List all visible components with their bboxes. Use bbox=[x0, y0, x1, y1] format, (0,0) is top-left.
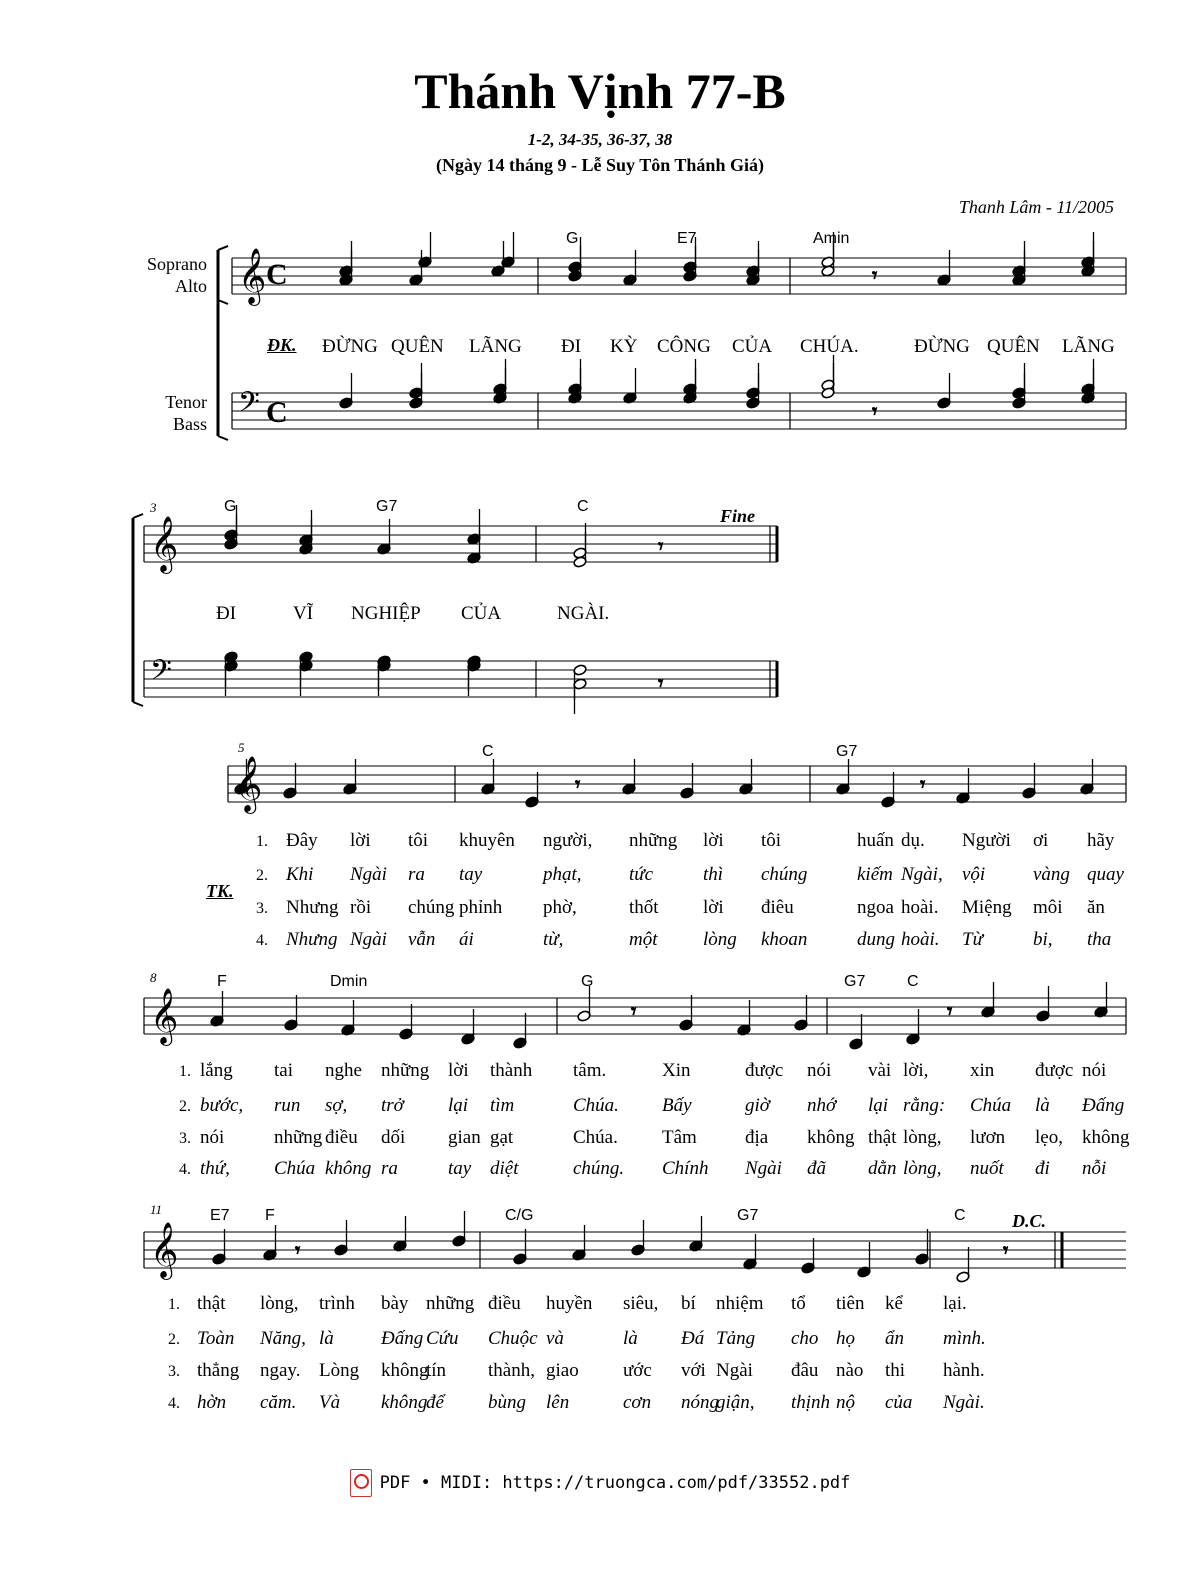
lyric-syllable: ước bbox=[623, 1360, 652, 1381]
chord-symbol: G bbox=[566, 230, 579, 247]
lyric-syllable: vẫn bbox=[408, 929, 436, 950]
treble-clef-icon: 𝄞 bbox=[150, 516, 179, 572]
lyric-syllable: điều bbox=[325, 1127, 358, 1148]
chord-symbol: F bbox=[265, 1207, 275, 1224]
lyric-syllable: kiếm bbox=[857, 864, 893, 885]
lyric-syllable: lời, bbox=[903, 1060, 929, 1081]
lyric-syllable: tức bbox=[629, 864, 654, 885]
lyric-syllable: bi, bbox=[1033, 929, 1053, 950]
lyric-syllable: nói bbox=[807, 1060, 832, 1081]
lyric-syllable: Chính bbox=[662, 1158, 709, 1179]
lyric-syllable: tìm bbox=[490, 1095, 515, 1116]
lyric-syllable: những bbox=[274, 1127, 323, 1148]
lyric-syllable: vài bbox=[868, 1060, 892, 1081]
lyric-syllable: thật bbox=[197, 1293, 226, 1314]
eighth-rest-icon: 𝄾 bbox=[658, 534, 664, 558]
lyric-syllable: điều bbox=[488, 1293, 521, 1314]
lyric-syllable: nói bbox=[1082, 1060, 1107, 1081]
lyric-syllable: Năng, bbox=[260, 1328, 306, 1349]
lyric-syllable: LÃNG bbox=[469, 336, 522, 357]
lyric-syllable: nóng bbox=[681, 1392, 719, 1413]
bar-number: 11 bbox=[150, 1202, 163, 1217]
lyric-syllable: CÔNG bbox=[657, 336, 711, 357]
lyric-syllable: ĐỪNG bbox=[322, 336, 378, 357]
lyric-syllable: hờn bbox=[197, 1392, 227, 1413]
lyric-syllable: NGHIỆP bbox=[351, 603, 421, 624]
lyric-syllable: cơn bbox=[623, 1392, 652, 1413]
lyric-syllable: khuyên bbox=[459, 830, 515, 851]
lyric-syllable: Chúa bbox=[970, 1095, 1012, 1116]
lyric-syllable: vội bbox=[962, 864, 986, 885]
lyric-syllable: tiên bbox=[836, 1293, 865, 1314]
lyric-syllable: Tâm bbox=[662, 1127, 697, 1148]
lyric-syllable: tôi bbox=[408, 830, 429, 851]
lyric-syllable: diệt bbox=[490, 1158, 519, 1179]
lyric-syllable: CHÚA. bbox=[800, 336, 859, 357]
verse-number: 4. bbox=[179, 1161, 191, 1178]
lyric-syllable: giờ bbox=[745, 1095, 770, 1116]
system-bracket bbox=[218, 246, 228, 250]
lyric-syllable: hành. bbox=[943, 1360, 985, 1381]
lyric-syllable: lươn bbox=[970, 1127, 1006, 1148]
chord-symbol: C bbox=[577, 498, 589, 515]
lyric-syllable: điêu bbox=[761, 897, 794, 918]
chord-symbol: C/G bbox=[505, 1207, 534, 1224]
lyric-syllable: ẩn bbox=[885, 1328, 904, 1349]
system-bracket bbox=[218, 436, 228, 440]
lyric-syllable: nuốt bbox=[970, 1158, 1004, 1179]
lyric-syllable: LÃNG bbox=[1062, 336, 1115, 357]
lyric-syllable: họ bbox=[836, 1328, 855, 1349]
lyric-syllable: thẳng bbox=[197, 1360, 240, 1381]
lyric-syllable: Khi bbox=[286, 864, 314, 885]
chord-symbol: C bbox=[482, 743, 494, 760]
lyric-syllable: giao bbox=[546, 1360, 579, 1381]
lyric-syllable: CỦA bbox=[461, 603, 502, 624]
lyric-syllable: từ, bbox=[543, 929, 564, 950]
chord-symbol: Amin bbox=[813, 230, 850, 247]
lyric-syllable: Nhưng bbox=[286, 897, 339, 918]
lyric-syllable: Ngài bbox=[350, 929, 387, 950]
verse-number: 1. bbox=[179, 1063, 191, 1080]
lyric-syllable: CỦA bbox=[732, 336, 773, 357]
lyric-syllable: một bbox=[629, 929, 658, 950]
chord-symbol: G7 bbox=[376, 498, 398, 515]
lyric-syllable: bước, bbox=[200, 1095, 244, 1116]
lyric-syllable: rồi bbox=[350, 897, 372, 918]
lyric-syllable: gạt bbox=[490, 1127, 514, 1148]
lyric-syllable: tha bbox=[1087, 929, 1112, 950]
lyric-syllable: là bbox=[319, 1328, 334, 1349]
lyric-syllable: ĐỪNG bbox=[914, 336, 970, 357]
lyric-syllable: dối bbox=[381, 1127, 406, 1148]
chord-symbol: G7 bbox=[844, 973, 866, 990]
lyric-syllable: quay bbox=[1087, 864, 1124, 885]
lyric-syllable: chúng bbox=[761, 864, 808, 885]
verse-number: 2. bbox=[168, 1331, 180, 1348]
lyric-syllable: lắng bbox=[200, 1060, 233, 1081]
chord-symbol: C bbox=[907, 973, 919, 990]
lyric-syllable: Ngài. bbox=[943, 1392, 985, 1413]
bass-clef-icon: 𝄢 bbox=[150, 654, 172, 694]
lyric-syllable: hãy bbox=[1087, 830, 1115, 851]
lyric-syllable: sợ, bbox=[325, 1095, 348, 1116]
lyric-syllable: ngoa bbox=[857, 897, 894, 918]
eighth-rest-icon: 𝄾 bbox=[658, 671, 664, 695]
lyric-syllable: lòng bbox=[703, 929, 737, 950]
lyric-syllable: gian bbox=[448, 1127, 481, 1148]
fine-marking: Fine bbox=[720, 506, 756, 526]
lyric-syllable: Ngài, bbox=[901, 864, 943, 885]
lyric-syllable: nhớ bbox=[807, 1095, 837, 1116]
bass-clef-icon: 𝄢 bbox=[238, 386, 260, 426]
lyric-syllable: Toàn bbox=[197, 1328, 235, 1349]
lyric-syllable: lại bbox=[868, 1095, 889, 1116]
chord-symbol: G7 bbox=[737, 1207, 759, 1224]
lyric-syllable: tay bbox=[459, 864, 483, 885]
lyric-syllable: lòng, bbox=[260, 1293, 299, 1314]
lyric-syllable: thứ, bbox=[200, 1158, 230, 1179]
lyric-syllable: KỲ bbox=[610, 336, 638, 357]
lyric-syllable: ăn bbox=[1087, 897, 1105, 918]
lyric-syllable: ngay. bbox=[260, 1360, 301, 1381]
lyric-syllable: siêu, bbox=[623, 1293, 659, 1314]
verse-tag: TK. bbox=[206, 881, 234, 901]
lyric-syllable: lẹo, bbox=[1035, 1127, 1063, 1148]
lyric-syllable: nói bbox=[200, 1127, 225, 1148]
lyric-syllable: được bbox=[1035, 1060, 1074, 1081]
lyric-syllable: Ngài bbox=[716, 1360, 753, 1381]
lyric-syllable: hoài. bbox=[901, 897, 939, 918]
lyric-syllable: lại. bbox=[943, 1293, 967, 1314]
time-signature-treble: C bbox=[266, 258, 288, 291]
bar-number: 8 bbox=[150, 970, 157, 985]
lyric-syllable: thốt bbox=[629, 897, 659, 918]
chord-symbol: G bbox=[581, 973, 594, 990]
lyric-syllable: căm. bbox=[260, 1392, 297, 1413]
system-bracket bbox=[133, 702, 143, 706]
lyric-syllable: Cứu bbox=[426, 1328, 459, 1349]
lyric-syllable: QUÊN bbox=[987, 336, 1040, 357]
lyric-syllable: tay bbox=[448, 1158, 472, 1179]
system-brackets bbox=[133, 246, 228, 706]
lyric-syllable: xin bbox=[970, 1060, 995, 1081]
bar-number: 5 bbox=[238, 740, 245, 755]
refrain-tag: ĐK. bbox=[267, 335, 297, 355]
lyric-syllable: ra bbox=[408, 864, 425, 885]
part-label-soprano: Soprano bbox=[147, 254, 207, 274]
eighth-rest-icon: 𝄾 bbox=[872, 263, 878, 287]
lyric-syllable: rằng: bbox=[903, 1095, 946, 1116]
lyric-syllable: với bbox=[681, 1360, 706, 1381]
lyric-syllable: đâu bbox=[791, 1360, 819, 1381]
chord-symbol: E7 bbox=[210, 1207, 230, 1224]
eighth-rest-icon: 𝄾 bbox=[920, 772, 926, 796]
da-capo-marking: D.C. bbox=[1012, 1211, 1047, 1231]
lyric-syllable: Chúa. bbox=[573, 1127, 618, 1148]
lyric-syllable: VĨ bbox=[293, 603, 314, 624]
lyric-syllable: không bbox=[1082, 1127, 1130, 1148]
treble-clef-icon: 𝄞 bbox=[150, 988, 179, 1044]
chord-symbol: G bbox=[224, 498, 237, 515]
lyric-syllable: chúng. bbox=[573, 1158, 625, 1179]
lyric-syllable: Miệng bbox=[962, 897, 1012, 918]
pdf-file-icon bbox=[350, 1469, 372, 1497]
lyric-syllable: người, bbox=[543, 830, 593, 851]
treble-clef-icon: 𝄞 bbox=[150, 1222, 179, 1278]
lyric-syllable: cho bbox=[791, 1328, 819, 1349]
lyric-syllable: lại bbox=[448, 1095, 469, 1116]
verse-number: 3. bbox=[256, 900, 268, 917]
lyric-syllable: huyền bbox=[546, 1293, 593, 1314]
chord-symbol: F bbox=[217, 973, 227, 990]
lyric-syllable: những bbox=[629, 830, 678, 851]
lyric-syllable: thì bbox=[703, 864, 724, 885]
treble-clef-icon: 𝄞 bbox=[238, 248, 267, 304]
verse-number: 3. bbox=[179, 1130, 191, 1147]
lyric-syllable: bí bbox=[681, 1293, 696, 1314]
lyric-syllable: những bbox=[381, 1060, 430, 1081]
lyric-syllable: thành, bbox=[488, 1360, 535, 1381]
lyric-syllable: Nhưng bbox=[286, 929, 338, 950]
verse-number: 4. bbox=[256, 932, 268, 949]
lyric-syllable: tín bbox=[426, 1360, 447, 1381]
lyric-syllable: lòng, bbox=[903, 1127, 942, 1148]
eighth-rest-icon: 𝄾 bbox=[947, 999, 953, 1023]
lyric-syllable: Tảng bbox=[716, 1328, 756, 1349]
system-bracket bbox=[133, 514, 143, 518]
verse-number: 2. bbox=[256, 867, 268, 884]
lyric-syllable: kể bbox=[885, 1293, 903, 1314]
lyric-syllable: đã bbox=[807, 1158, 826, 1179]
lyric-syllable: Đấng bbox=[381, 1328, 424, 1349]
lyric-syllable: thi bbox=[885, 1360, 906, 1381]
lyric-syllable: môi bbox=[1033, 897, 1063, 918]
lyric-syllable: Từ bbox=[962, 929, 983, 950]
lyric-syllable: hoài. bbox=[901, 929, 940, 950]
lyric-syllable: đi bbox=[1035, 1158, 1050, 1179]
lyric-syllable: Chuộc bbox=[488, 1328, 538, 1349]
lyric-syllable: ra bbox=[381, 1158, 398, 1179]
eighth-rest-icon: 𝄾 bbox=[295, 1238, 301, 1262]
lyric-syllable: không bbox=[381, 1360, 429, 1381]
lyric-syllable: những bbox=[426, 1293, 475, 1314]
lyric-syllable: mình. bbox=[943, 1328, 986, 1349]
chord-symbol: E7 bbox=[677, 230, 697, 247]
verse-reference: 1-2, 34-35, 36-37, 38 bbox=[527, 130, 673, 149]
lyric-syllable: Ngài bbox=[350, 864, 387, 885]
lyric-syllable: Đấng bbox=[1082, 1095, 1125, 1116]
lyric-syllable: Người bbox=[962, 830, 1011, 851]
lyric-syllable: phỉnh bbox=[459, 897, 503, 918]
eighth-rest-icon: 𝄾 bbox=[575, 772, 581, 796]
lyric-syllable: Bấy bbox=[662, 1095, 692, 1116]
lyric-syllable: huấn bbox=[857, 830, 894, 851]
lyric-syllable: QUÊN bbox=[391, 336, 444, 357]
lyric-syllable: tai bbox=[274, 1060, 293, 1081]
part-label-alto: Alto bbox=[174, 276, 207, 296]
lyric-syllable: giận, bbox=[716, 1392, 755, 1413]
verse-number: 4. bbox=[168, 1395, 180, 1412]
part-label-bass: Bass bbox=[172, 414, 207, 434]
lyric-syllable: Đá bbox=[681, 1328, 705, 1349]
eighth-rest-icon: 𝄾 bbox=[1003, 1238, 1009, 1262]
lyric-syllable: bùng bbox=[488, 1392, 526, 1413]
lyric-syllable: thịnh bbox=[791, 1392, 831, 1413]
lyric-syllable: nghe bbox=[325, 1060, 362, 1081]
lyric-syllable: dụ. bbox=[901, 830, 925, 851]
lyric-syllable: nỗi bbox=[1082, 1158, 1107, 1179]
chord-symbol: C bbox=[954, 1207, 966, 1224]
lyric-syllable: địa bbox=[745, 1127, 769, 1148]
lyric-syllable: tổ bbox=[791, 1293, 806, 1314]
lyric-syllable: Ngài bbox=[745, 1158, 782, 1179]
lyric-syllable: lời bbox=[703, 830, 724, 851]
eighth-rest-icon: 𝄾 bbox=[872, 399, 878, 423]
lyric-syllable: NGÀI. bbox=[557, 603, 610, 624]
eighth-rest-icon: 𝄾 bbox=[631, 999, 637, 1023]
lyric-syllable: ái bbox=[459, 929, 474, 950]
lyric-syllable: là bbox=[623, 1328, 638, 1349]
lyric-syllable: là bbox=[1035, 1095, 1050, 1116]
verse-number: 3. bbox=[168, 1363, 180, 1380]
verse-number: 1. bbox=[256, 833, 268, 850]
lyric-syllable: Đây bbox=[286, 830, 318, 851]
lyric-syllable: ĐI bbox=[561, 336, 582, 357]
lyric-syllable: Chúa bbox=[274, 1158, 316, 1179]
lyric-syllable: lời bbox=[703, 897, 724, 918]
lyric-syllable: dung bbox=[857, 929, 895, 950]
lyric-syllable: chúng bbox=[408, 897, 455, 918]
notes bbox=[210, 232, 1108, 1283]
occasion-subtitle: (Ngày 14 tháng 9 - Lễ Suy Tôn Thánh Giá) bbox=[436, 155, 764, 175]
lyric-syllable: nộ bbox=[836, 1392, 855, 1413]
treble-clef-icon: 𝄞 bbox=[234, 756, 263, 812]
lyric-syllable: phờ, bbox=[543, 897, 577, 918]
lyric-syllable: và bbox=[546, 1328, 564, 1349]
lyric-syllable: lòng, bbox=[903, 1158, 942, 1179]
lyric-syllable: được bbox=[745, 1060, 784, 1081]
lyric-syllable: ơi bbox=[1033, 830, 1049, 851]
lyric-syllable: vàng bbox=[1033, 864, 1070, 885]
lyric-syllable: Xin bbox=[662, 1060, 691, 1081]
verse-number: 1. bbox=[168, 1296, 180, 1313]
lyric-syllable: run bbox=[274, 1095, 301, 1116]
time-signature-bass: C bbox=[266, 396, 288, 429]
lyric-syllable: Lòng bbox=[319, 1360, 360, 1381]
lyric-syllable: Chúa. bbox=[573, 1095, 619, 1116]
lyric-syllable: lời bbox=[350, 830, 371, 851]
composer-credit: Thanh Lâm - 11/2005 bbox=[958, 197, 1114, 217]
lyric-syllable: phạt, bbox=[543, 864, 582, 885]
lyric-syllable: thật bbox=[868, 1127, 897, 1148]
part-label-tenor: Tenor bbox=[165, 392, 207, 412]
lyric-syllable: trở bbox=[381, 1095, 404, 1116]
lyric-syllable: trình bbox=[319, 1293, 355, 1314]
song-title: Thánh Vịnh 77-B bbox=[414, 63, 786, 119]
footer-text: PDF • MIDI: https://truongca.com/pdf/33552.pdf bbox=[379, 1473, 851, 1493]
lyric-syllable: thành bbox=[490, 1060, 533, 1081]
lyric-syllable: nào bbox=[836, 1360, 864, 1381]
lyric-syllable: của bbox=[885, 1392, 913, 1413]
chord-symbol: G7 bbox=[836, 743, 858, 760]
lyric-syllable: ĐI bbox=[216, 603, 237, 624]
clefs bbox=[150, 248, 266, 1280]
lyric-syllable: không bbox=[325, 1158, 372, 1179]
lyric-syllable: không bbox=[807, 1127, 855, 1148]
lyric-syllable: Và bbox=[319, 1392, 341, 1413]
bar-number: 3 bbox=[150, 500, 157, 515]
lyric-syllable: bày bbox=[381, 1293, 409, 1314]
verse-number: 2. bbox=[179, 1098, 191, 1115]
footer-link[interactable] bbox=[0, 1469, 1200, 1497]
lyric-syllable: lên bbox=[546, 1392, 570, 1413]
lyric-syllable: nhiệm bbox=[716, 1293, 764, 1314]
lyric-syllable: tôi bbox=[761, 830, 782, 851]
lyric-syllable: tâm. bbox=[573, 1060, 607, 1081]
lyric-syllable: để bbox=[426, 1392, 444, 1413]
lyric-syllable: dằn bbox=[868, 1158, 897, 1179]
lyric-syllable: không bbox=[381, 1392, 428, 1413]
lyric-syllable: khoan bbox=[761, 929, 808, 950]
lyric-syllable: lời bbox=[448, 1060, 469, 1081]
chord-symbol: Dmin bbox=[330, 973, 368, 990]
